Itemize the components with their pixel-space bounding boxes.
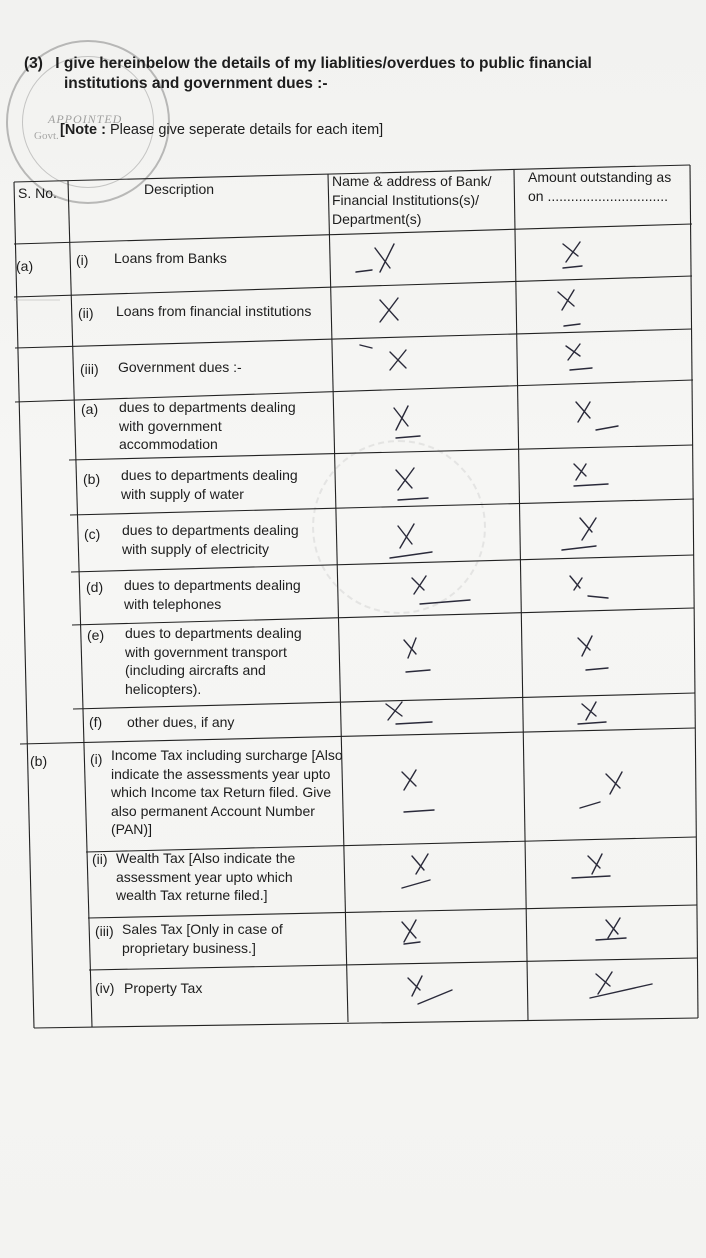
row-num: (d)	[86, 579, 104, 595]
cross-mark	[580, 772, 622, 808]
cross-mark	[404, 638, 430, 672]
row-num: (iii)	[80, 361, 99, 377]
row-desc: dues to departments dealing with supply of electricity	[122, 522, 299, 557]
cross-mark	[360, 345, 406, 370]
cross-mark	[596, 918, 626, 940]
row-sno: (b)	[30, 753, 48, 769]
cross-mark	[396, 468, 428, 500]
row-num: (iv)	[95, 980, 115, 996]
section-intro-line2: institutions and government dues :-	[64, 75, 328, 92]
cross-mark	[402, 854, 430, 888]
cross-mark	[578, 702, 606, 724]
row-desc: Income Tax including surcharge [Also indicate the assessments year upto which Income tax Return filed. Give also permanent Account Number (PAN)]	[111, 747, 343, 837]
header-name-address: Name & address of Bank/ Financial Institutions(s)/ Department(s)	[332, 173, 492, 227]
cross-mark	[408, 976, 452, 1004]
row-desc: Wealth Tax [Also indicate the assessment year upto which wealth Tax returne filed.]	[116, 850, 296, 903]
cross-mark	[402, 920, 420, 944]
cross-mark	[590, 972, 652, 998]
cross-mark	[570, 576, 608, 598]
header-sno: S. No.	[18, 185, 57, 201]
header-description: Description	[144, 181, 215, 197]
row-desc: Sales Tax [Only in case of proprietary business.]	[122, 921, 283, 956]
cross-mark	[390, 524, 432, 558]
note-text: Please give seperate details for each item]	[105, 122, 384, 138]
row-num: (i)	[90, 751, 103, 767]
row-num: (a)	[81, 401, 99, 417]
cross-mark	[566, 344, 592, 370]
row-num: (ii)	[78, 305, 94, 321]
cross-mark	[574, 464, 608, 486]
row-num: (c)	[84, 526, 101, 542]
row-desc: Property Tax	[124, 980, 203, 996]
cross-mark	[563, 242, 582, 268]
cross-mark	[572, 854, 610, 878]
row-num: (ii)	[92, 851, 108, 867]
row-num: (e)	[87, 627, 105, 643]
stamp-text-2: Govt.	[34, 130, 59, 142]
row-desc: dues to departments dealing with supply of water	[121, 467, 298, 502]
cross-mark	[578, 636, 608, 670]
note-label: [Note :	[60, 122, 106, 138]
section-intro-line1: I give hereinbelow the details of my liablities/overdues to public financial	[55, 55, 592, 72]
cross-mark	[558, 290, 580, 326]
cross-mark	[402, 770, 434, 812]
cross-mark	[412, 576, 470, 604]
row-desc: Government dues :-	[118, 359, 242, 375]
stamp-text: APPOINTED	[48, 112, 123, 126]
row-desc: other dues, if any	[127, 714, 235, 730]
cross-mark	[394, 406, 420, 438]
row-num: (f)	[89, 714, 103, 730]
row-desc: dues to departments dealing with telephones	[124, 577, 301, 612]
row-desc: Loans from financial institutions	[116, 303, 312, 319]
section-number: (3)	[24, 55, 43, 72]
row-desc: dues to departments dealing with government transport (including aircrafts and helicopters).	[125, 625, 302, 697]
cross-mark	[356, 244, 394, 272]
row-sno: (a)	[16, 258, 34, 274]
cross-mark	[562, 518, 596, 550]
row-num: (b)	[83, 471, 101, 487]
header-amount: Amount outstanding as on ...............................	[528, 169, 672, 204]
row-desc: dues to departments dealing with government accommodation	[119, 399, 296, 452]
cross-mark	[386, 702, 432, 724]
row-desc: Loans from Banks	[114, 250, 227, 266]
row-num: (iii)	[95, 923, 114, 939]
cross-mark	[380, 298, 398, 322]
cross-mark	[576, 402, 618, 430]
row-num: (i)	[76, 252, 89, 268]
